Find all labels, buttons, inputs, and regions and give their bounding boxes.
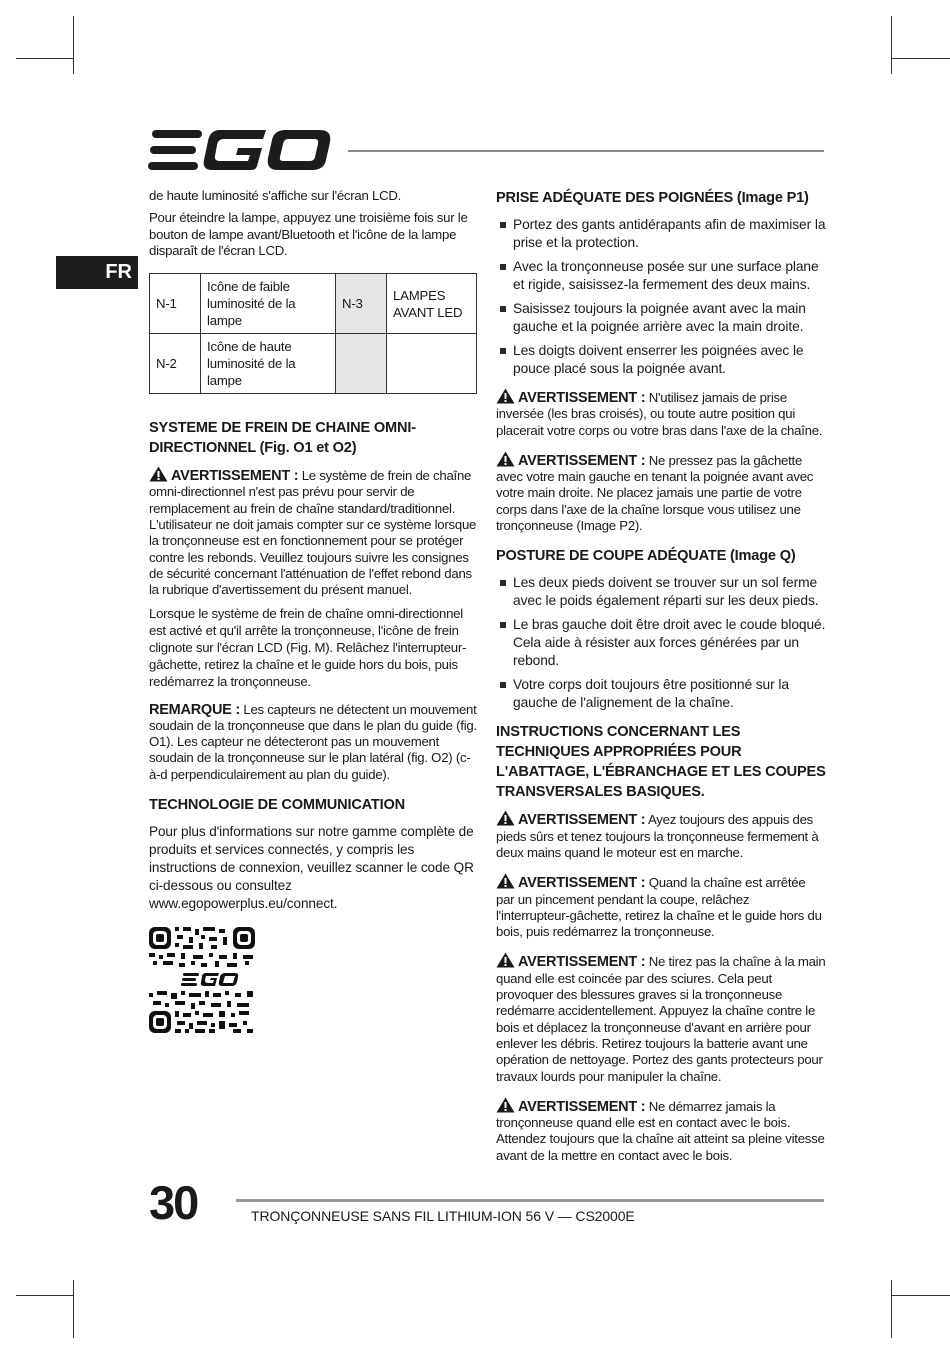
crop-mark xyxy=(891,58,950,59)
list-item: Le bras gauche doit être droit avec le coude bloqué. Cela aide à résister aux forces générées par un rebond. xyxy=(496,616,826,670)
warning-label: AVERTISSEMENT : xyxy=(518,1098,646,1115)
table-cell xyxy=(387,334,477,394)
section-heading-communication: TECHNOLOGIE DE COMMUNICATION xyxy=(149,797,405,814)
footer-title: TRONÇONNEUSE SANS FIL LITHIUM-ION 56 V — CS2000E xyxy=(251,1208,635,1224)
warning-text: N'utilisez jamais de prise inversée (les bras croisés), ou toute autre position qui placerait votre corps ou votre bras dans l'axe de la chaîne. xyxy=(496,390,823,438)
warning-icon xyxy=(496,388,515,404)
warning-text: Le système de frein de chaîne omni-directionnel n'est pas prévu pour servir de remplacement au frein de chaîne standard/traditionnel. L'utilisateur ne doit jamais compter sur ce système lorsque la tronçonneuse est en fonctionnement pour se protéger contre les rebonds. Veuillez toujours suivre les consignes de sécurité concernant l'atténuation de l'effet rebond dans la rubrique d'avertissement du présent manuel. xyxy=(149,468,477,598)
list-item: Votre corps doit toujours être positionné sur la gauche de l'alignement de la chaîne. xyxy=(496,676,826,712)
crop-mark xyxy=(16,1295,74,1296)
intro-line: de haute luminosité s'affiche sur l'écran LCD. xyxy=(149,188,402,203)
warning-label: AVERTISSEMENT : xyxy=(518,390,646,406)
warning-text: Ne pressez pas la gâchette avec votre main gauche en tenant la poignée avant avec votre main droite. Ne placez jamais une partie de votre corps dans l'axe de la chaîne lorsque vous utilisez une tronçonneuse (Image P2). xyxy=(496,452,814,534)
warning-icon xyxy=(496,952,515,968)
warning-label: AVERTISSEMENT : xyxy=(171,468,299,485)
warning-icon xyxy=(496,1097,515,1113)
warning-label: AVERTISSEMENT : xyxy=(518,954,646,971)
warning-label: AVERTISSEMENT : xyxy=(518,812,646,829)
remark-text: Les capteurs ne détectent un mouvement soudain de la tronçonneuse que dans le plan du guide (fig. O1). Les capteur ne détecteront pas un mouvement soudain de la tronçonneuse sur le plan latéral (fig. O2) (c-à-d perpendiculairement au plan du guide). xyxy=(149,701,477,782)
list-item: Avec la tronçonneuse posée sur une surface plane et rigide, saisissez-la fermement des deux mains. xyxy=(496,258,826,294)
warning-text: Quand la chaîne est arrêtée par un pincement pendant la coupe, relâchez l'interrupteur-gâchette, retirez la chaîne et le guide hors du bois, puis redémarrez la tronçonneuse. xyxy=(496,875,822,940)
list-item: Les doigts doivent enserrer les poignées avec le pouce placé sous la poignée avant. xyxy=(496,342,826,378)
table-cell: N-3 xyxy=(336,274,387,334)
table-row xyxy=(150,334,477,394)
section-heading-brake: SYSTEME DE FREIN DE CHAINE OMNI-DIRECTIONNEL (Fig. O1 et O2) xyxy=(149,420,416,457)
warning-block xyxy=(149,466,477,598)
table-cell: Icône de faible luminosité de la lampe xyxy=(201,274,336,334)
crop-mark xyxy=(891,16,892,74)
warning-block xyxy=(496,1097,826,1164)
warning-text: Ne tirez pas la chaîne à la main quand elle est coincée par des sciures. Cela peut provoquer des blessures graves si la tronçonneuse redémarre accidentellement. Appuyez la chaîne contre le bois et déplacez la tronçonneuse d'avant en arrière pour enlever les débris. Retirez toujours la batterie avant une opération de nettoyage. Portez des gants protecteurs pour travaux lourds pour manipuler la chaîne. xyxy=(496,954,826,1084)
stance-list xyxy=(496,574,826,712)
grip-list xyxy=(496,216,826,378)
warning-text: Ayez toujours des appuis des pieds sûrs et tenez toujours la tronçonneuse fermement à deux mains quand le moteur est en marche. xyxy=(496,812,819,860)
table-cell: N-1 xyxy=(150,274,201,334)
left-column xyxy=(149,188,477,1038)
warning-label: AVERTISSEMENT : xyxy=(518,875,646,892)
list-item: Saisissez toujours la poignée avant avec la main gauche et la poignée arrière avec la main droite. xyxy=(496,300,826,336)
warning-block xyxy=(496,451,826,534)
remark-label: REMARQUE : xyxy=(149,701,240,718)
footer-rule xyxy=(236,1199,824,1202)
table-cell: N-2 xyxy=(150,334,201,394)
crop-mark xyxy=(891,1295,950,1296)
communication-text: Pour plus d'informations sur notre gamme complète de produits et services connectés, y compris les instructions de connexion, veuillez scanner le code QR ci-dessous ou consultez www.egopowerplus.eu/connect. xyxy=(149,824,474,912)
warning-icon xyxy=(496,810,515,826)
crop-mark xyxy=(73,1280,74,1338)
warning-block xyxy=(496,388,826,439)
warning-block xyxy=(496,952,826,1084)
lamp-icon-table xyxy=(149,273,477,394)
table-cell: Icône de haute luminosité de la lampe xyxy=(201,334,336,394)
warning-text: Ne démarrez jamais la tronçonneuse quand elle est en contact avec le bois. Attendez toujours que la chaîne ait atteint sa pleine vitesse avant de la mettre en contact avec le bois. xyxy=(496,1098,825,1163)
warning-icon xyxy=(496,873,515,889)
warning-label: AVERTISSEMENT : xyxy=(518,452,646,469)
brake-paragraph: Lorsque le système de frein de chaîne omni-directionnel est activé et qu'il arrête la tronçonneuse, l'icône de frein clignote sur l'écran LCD (Fig. M). Relâchez l'interrupteur-gâchette, retirez la chaîne et le guide hors du bois, puis redémarrez la tronçonneuse. xyxy=(149,605,467,689)
right-column xyxy=(496,188,826,1170)
warning-block xyxy=(496,810,826,861)
list-item: Les deux pieds doivent se trouver sur un sol ferme avec le poids également réparti sur les deux pieds. xyxy=(496,574,826,610)
table-cell xyxy=(336,334,387,394)
intro-paragraph: Pour éteindre la lampe, appuyez une troisième fois sur le bouton de lampe avant/Bluetooth et l'icône de la lampe disparaît de l'écran LCD. xyxy=(149,210,468,258)
remark-block xyxy=(149,702,477,783)
table-cell: LAMPES AVANT LED xyxy=(387,274,477,334)
language-tab: FR xyxy=(56,256,138,289)
warning-block xyxy=(496,873,826,940)
section-heading-stance: POSTURE DE COUPE ADÉQUATE (Image Q) xyxy=(496,548,796,565)
crop-mark xyxy=(16,58,74,59)
header-rule xyxy=(348,150,824,152)
list-item: Portez des gants antidérapants afin de maximiser la prise et la protection. xyxy=(496,216,826,252)
crop-mark xyxy=(891,1280,892,1338)
page-number: 30 xyxy=(149,1176,198,1229)
table-row xyxy=(150,274,477,334)
section-heading-felling: INSTRUCTIONS CONCERNANT LES TECHNIQUES APPROPRIÉES POUR L'ABATTAGE, L'ÉBRANCHAGE ET LES COUPES TRANSVERSALES BASIQUES. xyxy=(496,724,826,801)
ego-logo xyxy=(148,128,332,172)
warning-icon xyxy=(496,451,515,467)
qr-code xyxy=(149,927,255,1033)
crop-mark xyxy=(73,16,74,74)
warning-icon xyxy=(149,466,168,482)
section-heading-grip: PRISE ADÉQUATE DES POIGNÉES (Image P1) xyxy=(496,190,809,206)
